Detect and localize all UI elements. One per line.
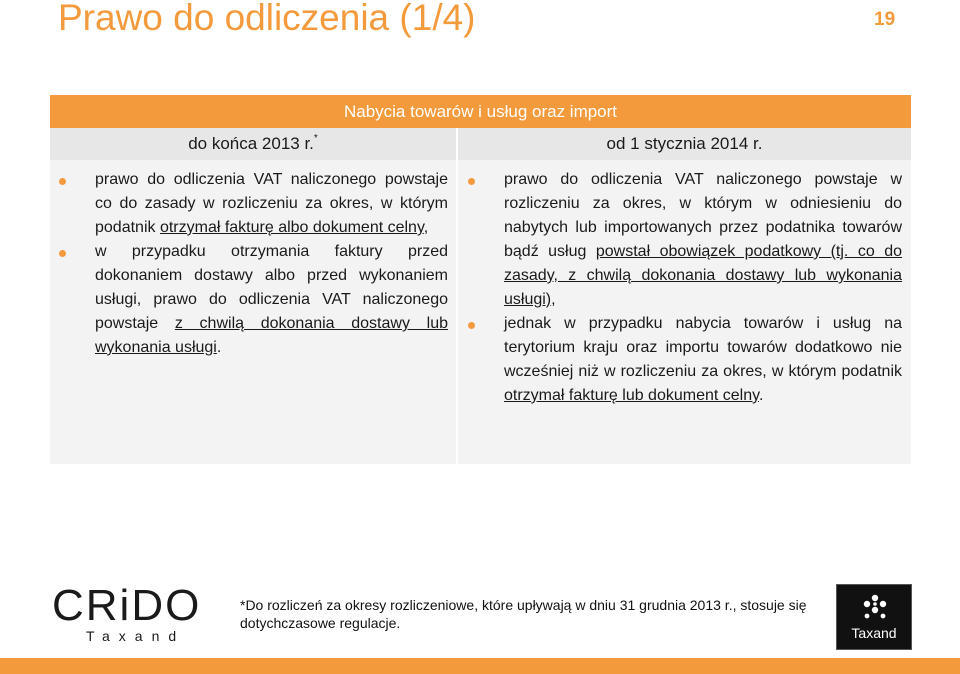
bullet-punct: , bbox=[423, 219, 429, 236]
page-number: 19 bbox=[874, 9, 896, 30]
list-item bbox=[504, 168, 902, 312]
taxand-label: Taxand bbox=[851, 625, 897, 641]
bullet-dot-icon bbox=[468, 322, 475, 329]
bottom-accent-bar bbox=[0, 658, 960, 674]
right-column-heading: od 1 stycznia 2014 r. bbox=[458, 128, 911, 160]
comparison-table bbox=[50, 95, 911, 464]
bullet-punct: , bbox=[551, 291, 556, 308]
bullet-emphasis: powstał obowiązek podatkowy (tj. co do zasady, z chwilą dokonania dostawy lub wykonania usługi) bbox=[504, 243, 902, 308]
list-item bbox=[95, 168, 448, 240]
bullet-dot-icon bbox=[59, 250, 66, 257]
crido-wordmark: CRiDO bbox=[52, 581, 202, 630]
crido-subtitle: Taxand bbox=[86, 628, 186, 644]
list-item bbox=[504, 312, 902, 408]
bullet-punct: . bbox=[216, 339, 222, 356]
bullet-emphasis: z chwilą dokonania dostawy lub wykonania usługi bbox=[95, 315, 449, 356]
bullet-text: prawo do odliczenia VAT naliczonego powstaje w rozliczeniu za okres, w którym w odniesieniu do nabytych lub importowanych przez podatnika towarów bądź usług bbox=[504, 171, 902, 260]
slide-title: Prawo do odliczenia (1/4) bbox=[58, 0, 476, 38]
bullet-text: prawo do odliczenia VAT naliczonego powstaje co do zasady w rozliczeniu za okres, w którym podatnik bbox=[95, 171, 448, 236]
bullet-dot-icon bbox=[59, 178, 66, 185]
list-item bbox=[95, 240, 448, 360]
right-column bbox=[458, 160, 911, 464]
left-column-heading bbox=[50, 128, 456, 160]
bullet-emphasis: otrzymał fakturę lub dokument celny bbox=[504, 387, 759, 404]
bullet-emphasis: otrzymał fakturę albo dokument celny bbox=[159, 219, 424, 236]
table-header: Nabycia towarów i usług oraz import bbox=[50, 95, 911, 128]
bullet-text: jednak w przypadku nabycia towarów i usług na terytorium kraju oraz importu towarów dodatkowo nie wcześniej niż w rozliczeniu za okres, w którym podatnik bbox=[504, 315, 902, 380]
footnote: *Do rozliczeń za okresy rozliczeniowe, które upływają w dniu 31 grudnia 2013 r., stosuje się dotychczasowe regulacje. bbox=[240, 597, 807, 631]
taxand-dots-icon bbox=[837, 585, 913, 625]
left-bullet-list bbox=[95, 168, 448, 360]
crido-logo bbox=[52, 581, 204, 650]
left-column bbox=[50, 160, 456, 464]
taxand-logo bbox=[836, 584, 912, 650]
bullet-text: w przypadku otrzymania faktury przed dokonaniem dostawy albo przed wykonaniem usługi, prawo do odliczenia VAT naliczonego powstaje bbox=[95, 243, 448, 332]
bullet-punct: . bbox=[758, 387, 764, 404]
left-heading-text: do końca 2013 r. bbox=[188, 134, 314, 153]
footnote-marker: * bbox=[313, 133, 318, 144]
bullet-dot-icon bbox=[468, 178, 475, 185]
right-bullet-list bbox=[504, 168, 902, 408]
